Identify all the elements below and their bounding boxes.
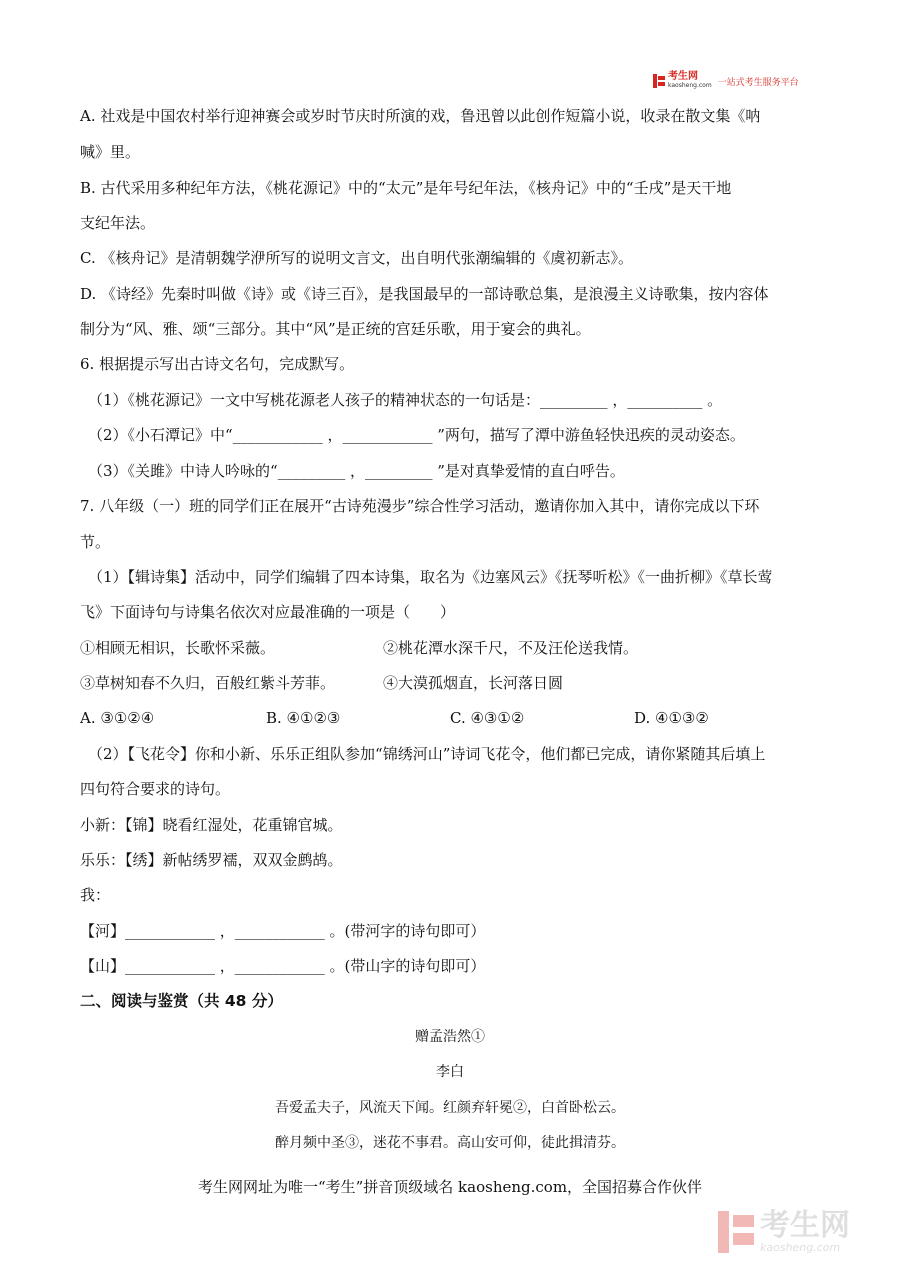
poem-author: 李白 <box>436 1064 464 1080</box>
q7-xiaoxin: 小新：【锦】晓看红湿处，花重锦官城。 <box>80 816 343 834</box>
q5-option-a-line2: 喊》里。 <box>80 143 141 161</box>
q7-poem-3: ③草树知春不久归，百般红紫斗芳菲。 <box>80 674 336 692</box>
q5-option-d-line2: 制分为“风、雅、颂“三部分。其中“风”是正统的宫廷乐歌，用于宴会的典礼。 <box>80 320 591 338</box>
poem-line-2: 醉月频中圣③，迷花不事君。高山安可仰，徒此揖清芬。 <box>275 1135 625 1151</box>
poem-title: 赠孟浩然① <box>415 1029 485 1045</box>
q7-choice-d: D. ④①③② <box>634 709 709 727</box>
q7-he-blank: 【河】____________ ，____________ 。(带河字的诗句即可） <box>80 922 486 940</box>
q7-poem-1: ①相顾无相识，长歌怀采薇。 <box>80 639 276 657</box>
q7-part2-line2: 四句符合要求的诗句。 <box>80 780 231 798</box>
section2-heading: 二、阅读与鉴赏（共 48 分） <box>80 992 283 1010</box>
watermark-name: 考生网 <box>760 1208 850 1243</box>
q7-choice-c: C. ④③①② <box>450 709 525 727</box>
kaosheng-logo-icon <box>653 74 665 88</box>
q7-part1-line1: （1）【辑诗集】活动中，同学们编辑了四本诗集，取名为《边塞风云》《抚琴听松》《一曲折柳》《草长莺 <box>88 568 773 586</box>
q5-option-b-line1: B. 古代采用多种纪年方法，《桃花源记》中的“太元”是年号纪年法，《核舟记》中的“壬戌”是天干地 <box>80 179 732 197</box>
footer-text: 考生网网址为唯一“考生”拼音顶级域名 kaosheng.com，全国招募合作伙伴 <box>197 1178 703 1196</box>
q7-choice-a: A. ③①②④ <box>80 709 155 727</box>
q7-part2-line1: （2）【飞花令】你和小新、乐乐正组队参加“锦绣河山”诗词飞花令，他们都已完成，请你紧随其后填上 <box>88 745 766 763</box>
watermark-logo-icon <box>718 1211 754 1253</box>
q5-option-d-line1: D. 《诗经》先秦时叫做《诗》或《诗三百》，是我国最早的一部诗歌总集，是浪漫主义诗歌集，按内容体 <box>80 285 769 303</box>
watermark <box>718 1208 878 1256</box>
q5-option-b-line2: 支纪年法。 <box>80 214 156 232</box>
q6-stem: 6. 根据提示写出古诗文名句，完成默写。 <box>80 355 355 373</box>
header-logo[interactable] <box>653 72 799 90</box>
logo-tagline: 一站式考生服务平台 <box>717 77 799 88</box>
q7-lele: 乐乐：【绣】新帖绣罗襦，双双金鹧鸪。 <box>80 851 343 869</box>
q5-option-a-line1: A. 社戏是中国农村举行迎神赛会或岁时节庆时所演的戏，鲁迅曾以此创作短篇小说，收录在散文集《呐 <box>80 107 761 125</box>
q6-sub1: （1）《桃花源记》一文中写桃花源老人孩子的精神状态的一句话是：_________ ，__________ 。 <box>88 391 723 409</box>
q7-shan-blank: 【山】____________ ，____________ 。(带山字的诗句即可） <box>80 957 486 975</box>
q7-part1-line2: 飞》下面诗句与诗集名依次对应最准确的一项是（ ） <box>80 603 456 621</box>
q7-poem-2: ②桃花潭水深千尺，不及汪伦送我情。 <box>383 639 639 657</box>
logo-domain: kaosheng.com <box>668 82 712 89</box>
q6-sub3: （3）《关雎》中诗人吟咏的“_________ ，_________ ”是对真挚爱情的直白呼告。 <box>88 462 625 480</box>
watermark-domain: kaosheng.com <box>760 1241 841 1254</box>
q7-stem-line2: 节。 <box>80 533 111 551</box>
logo-name: 考生网 <box>668 71 698 82</box>
q7-stem-line1: 7. 八年级（一）班的同学们正在展开“古诗苑漫步”综合性学习活动，邀请你加入其中，请你完成以下环 <box>80 497 760 515</box>
poem-line-1: 吾爱孟夫子，风流天下闻。红颜弃轩冕②，白首卧松云。 <box>275 1100 625 1116</box>
q7-choice-b: B. ④①②③ <box>266 709 341 727</box>
q7-me: 我： <box>80 886 111 904</box>
q7-poem-4: ④大漠孤烟直，长河落日圆 <box>383 674 564 692</box>
q6-sub2: （2）《小石潭记》中“____________ ，____________ ”两句，描写了潭中游鱼轻快迅疾的灵动姿态。 <box>88 426 745 444</box>
q5-option-c: C. 《核舟记》是清朝魏学洢所写的说明文言文，出自明代张潮编辑的《虞初新志》。 <box>80 249 633 267</box>
